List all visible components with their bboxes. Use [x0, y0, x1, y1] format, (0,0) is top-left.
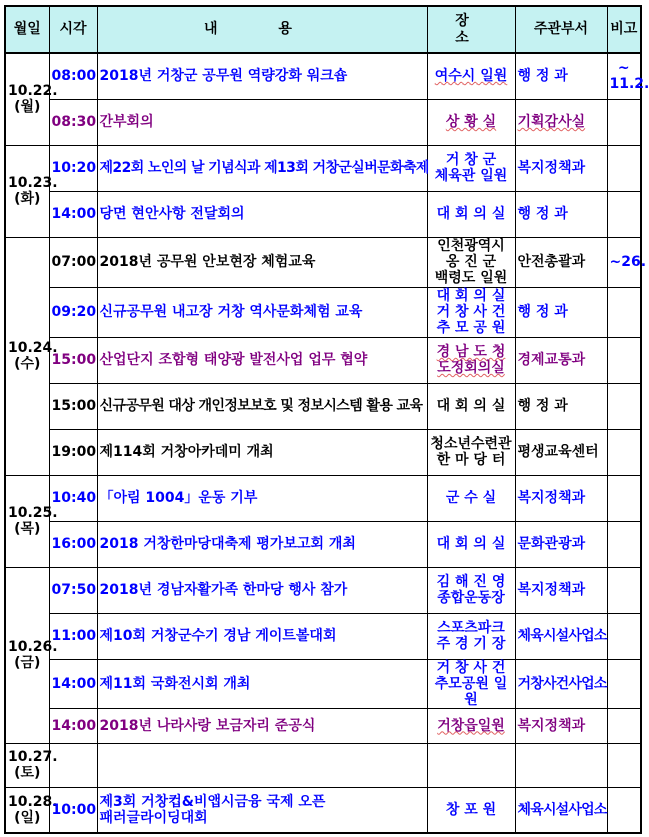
note-cell — [607, 659, 641, 708]
note-cell: ~26. — [607, 237, 641, 287]
schedule-row — [5, 659, 641, 708]
header-note: 비고 — [607, 6, 641, 53]
time-cell: 16:00 — [49, 521, 97, 567]
event-content: 제114회 거창아카데미 개최 — [97, 429, 427, 475]
time-cell: 10:00 — [49, 787, 97, 833]
header-row — [5, 6, 641, 53]
date-cell: 10.26. (금) — [5, 567, 49, 743]
place-cell: 상 황 실 — [427, 99, 515, 145]
time-cell: 14:00 — [49, 659, 97, 708]
schedule-row — [5, 237, 641, 287]
date-cell: 10.25. (목) — [5, 475, 49, 567]
dept-cell: 행 정 과 — [515, 383, 607, 429]
place-cell: 경 남 도 청 도정회의실 — [427, 337, 515, 383]
header-time: 시각 — [49, 6, 97, 53]
date-cell: 10.24. (수) — [5, 237, 49, 475]
event-content: 신규공무원 대상 개인정보보호 및 정보시스템 활용 교육 — [97, 383, 427, 429]
time-cell: 14:00 — [49, 708, 97, 743]
dept-cell: 체육시설사업소 — [515, 613, 607, 659]
dept-cell: 행 정 과 — [515, 191, 607, 237]
dept-cell: 평생교육센터 — [515, 429, 607, 475]
note-cell — [607, 787, 641, 833]
place-cell: 스포츠파크 주 경 기 장 — [427, 613, 515, 659]
event-content: 「아림 1004」운동 기부 — [97, 475, 427, 521]
place-cell: 거 창 사 건 추모공원 일원 — [427, 659, 515, 708]
dept-cell: 기획감사실 — [515, 99, 607, 145]
dept-cell: 행 정 과 — [515, 53, 607, 99]
time-cell: 09:20 — [49, 287, 97, 337]
note-cell — [607, 708, 641, 743]
event-content: 산업단지 조합형 태양광 발전사업 업무 협약 — [97, 337, 427, 383]
dept-cell: 행 정 과 — [515, 287, 607, 337]
place-cell: 창 포 원 — [427, 787, 515, 833]
event-content: 제11회 국화전시회 개최 — [97, 659, 427, 708]
place-cell: 대 회 의 실 — [427, 191, 515, 237]
schedule-row — [5, 787, 641, 833]
time-cell: 19:00 — [49, 429, 97, 475]
time-cell: 15:00 — [49, 383, 97, 429]
note-cell — [607, 383, 641, 429]
dept-cell: 안전총괄과 — [515, 237, 607, 287]
event-content: 제10회 거창군수기 경남 게이트볼대회 — [97, 613, 427, 659]
note-cell — [607, 287, 641, 337]
time-cell: 08:00 — [49, 53, 97, 99]
event-content: 2018년 거창군 공무원 역량강화 워크숍 — [97, 53, 427, 99]
event-content: 2018년 나라사랑 보금자리 준공식 — [97, 708, 427, 743]
place-cell: 대 회 의 실 — [427, 383, 515, 429]
time-cell: 07:50 — [49, 567, 97, 613]
schedule-row — [5, 429, 641, 475]
dept-cell: 경제교통과 — [515, 337, 607, 383]
event-content: 2018년 공무원 안보현장 체험교육 — [97, 237, 427, 287]
dept-cell — [515, 743, 607, 787]
note-cell — [607, 145, 641, 191]
place-cell — [427, 743, 515, 787]
header-dept: 주관부서 — [515, 6, 607, 53]
dept-cell: 체육시설사업소 — [515, 787, 607, 833]
schedule-row — [5, 613, 641, 659]
event-content — [97, 743, 427, 787]
dept-cell: 복지정책과 — [515, 708, 607, 743]
place-cell: 여수시 일원 — [427, 53, 515, 99]
event-content: 신규공무원 내고장 거창 역사문화체험 교육 — [97, 287, 427, 337]
date-cell: 10.28. (일) — [5, 787, 49, 833]
header-date: 월일 — [5, 6, 49, 53]
event-content: 당면 현안사항 전달회의 — [97, 191, 427, 237]
place-cell: 김 해 진 영 종합운동장 — [427, 567, 515, 613]
date-cell: 10.22. (월) — [5, 53, 49, 145]
schedule-row — [5, 708, 641, 743]
time-cell: 10:40 — [49, 475, 97, 521]
dept-cell: 복지정책과 — [515, 145, 607, 191]
dept-cell: 복지정책과 — [515, 567, 607, 613]
note-cell — [607, 475, 641, 521]
place-cell: 대 회 의 실 — [427, 521, 515, 567]
note-cell — [607, 567, 641, 613]
schedule-row — [5, 337, 641, 383]
event-content: 2018 거창한마당대축제 평가보고회 개최 — [97, 521, 427, 567]
date-cell: 10.23. (화) — [5, 145, 49, 237]
schedule-row — [5, 383, 641, 429]
schedule-table — [4, 5, 649, 834]
schedule-row — [5, 53, 641, 99]
schedule-row — [5, 743, 641, 787]
schedule-row — [5, 567, 641, 613]
place-cell: 거 창 군 체육관 일원 — [427, 145, 515, 191]
schedule-row — [5, 521, 641, 567]
schedule-row — [5, 287, 641, 337]
event-content: 간부회의 — [97, 99, 427, 145]
time-cell: 08:30 — [49, 99, 97, 145]
note-cell — [607, 429, 641, 475]
note-cell — [607, 191, 641, 237]
dept-cell: 문화관광과 — [515, 521, 607, 567]
dept-cell: 거창사건사업소 — [515, 659, 607, 708]
event-content: 2018년 경남자활가족 한마당 행사 참가 — [97, 567, 427, 613]
place-cell: 청소년수련관 한 마 당 터 — [427, 429, 515, 475]
schedule-row — [5, 191, 641, 237]
note-cell — [607, 613, 641, 659]
event-content: 제22회 노인의 날 기념식과 제13회 거창군실버문화축제 — [97, 145, 427, 191]
note-cell: ~ 11.2. — [607, 53, 641, 99]
schedule-row — [5, 99, 641, 145]
header-place: 장 소 — [427, 6, 515, 53]
schedule-row — [5, 145, 641, 191]
note-cell — [607, 337, 641, 383]
place-cell: 군 수 실 — [427, 475, 515, 521]
event-content: 제3회 거창컵&비앱시금융 국제 오픈 패러글라이딩대회 — [97, 787, 427, 833]
time-cell: 10:20 — [49, 145, 97, 191]
note-cell — [607, 521, 641, 567]
note-cell — [607, 99, 641, 145]
time-cell: 07:00 — [49, 237, 97, 287]
time-cell: 15:00 — [49, 337, 97, 383]
dept-cell: 복지정책과 — [515, 475, 607, 521]
date-cell: 10.27. (토) — [5, 743, 49, 787]
time-cell: 14:00 — [49, 191, 97, 237]
place-cell: 거창읍일원 — [427, 708, 515, 743]
time-cell: 11:00 — [49, 613, 97, 659]
header-content: 내 용 — [97, 6, 427, 53]
schedule-body — [5, 53, 649, 833]
place-cell: 대 회 의 실 거 창 사 건 추 모 공 원 — [427, 287, 515, 337]
schedule-row — [5, 475, 641, 521]
note-cell — [607, 743, 641, 787]
place-cell: 인천광역시 옹 진 군 백령도 일원 — [427, 237, 515, 287]
